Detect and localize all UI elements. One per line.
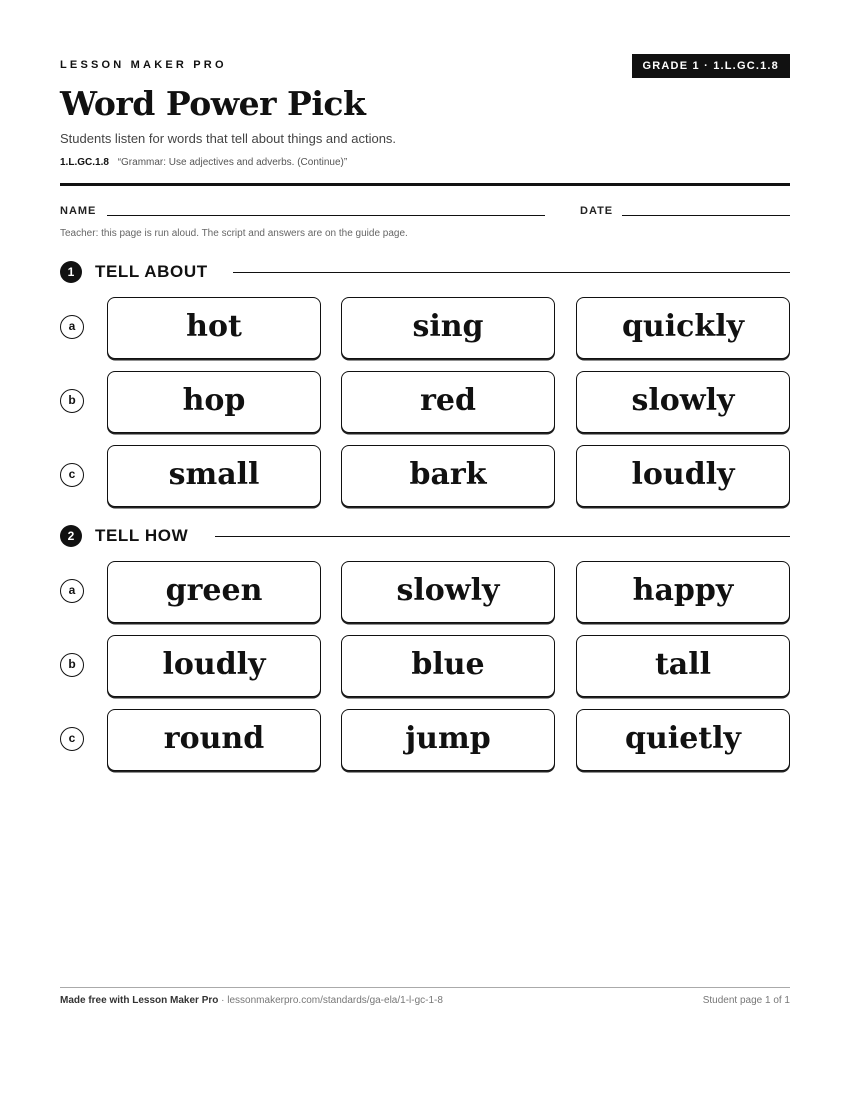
question-row — [60, 635, 790, 697]
row-letter-badge: a — [60, 579, 84, 603]
word-choice-button[interactable]: tall — [576, 635, 790, 697]
header-divider — [60, 183, 790, 186]
row-letter-badge: a — [60, 315, 84, 339]
section-number-badge: 1 — [60, 261, 82, 283]
page-subtitle: Students listen for words that tell about things and actions. — [60, 131, 397, 146]
word-choice-button[interactable]: hot — [107, 297, 321, 359]
word-choice-button[interactable]: slowly — [341, 561, 555, 623]
word-choice-button[interactable]: blue — [341, 635, 555, 697]
standard-line — [60, 157, 347, 168]
grade-badge: GRADE 1 · 1.L.GC.1.8 — [632, 54, 790, 78]
question-row — [60, 371, 790, 433]
word-choice-button[interactable]: red — [341, 371, 555, 433]
brand-label: LESSON MAKER PRO — [60, 59, 227, 71]
word-choice-button[interactable]: happy — [576, 561, 790, 623]
section-divider — [215, 536, 790, 537]
row-letter-badge: b — [60, 389, 84, 413]
row-letter-badge: b — [60, 653, 84, 677]
standard-code: 1.L.GC.1.8 — [60, 157, 109, 168]
row-letter-badge: c — [60, 463, 84, 487]
footer-page-label: Student page 1 of 1 — [702, 995, 790, 1006]
word-choice-button[interactable]: small — [107, 445, 321, 507]
question-row — [60, 709, 790, 771]
teacher-note: Teacher: this page is run aloud. The script and answers are on the guide page. — [60, 228, 408, 239]
word-choice-button[interactable]: slowly — [576, 371, 790, 433]
question-row — [60, 445, 790, 507]
worksheet-page — [60, 0, 790, 1100]
word-choice-button[interactable]: bark — [341, 445, 555, 507]
word-choice-button[interactable]: round — [107, 709, 321, 771]
footer-credit — [60, 995, 443, 1006]
word-choice-button[interactable]: hop — [107, 371, 321, 433]
section-title: TELL HOW — [95, 526, 189, 545]
word-choice-button[interactable]: loudly — [576, 445, 790, 507]
section-divider — [233, 272, 790, 273]
question-row — [60, 297, 790, 359]
word-choice-button[interactable]: green — [107, 561, 321, 623]
word-choice-button[interactable]: sing — [341, 297, 555, 359]
date-label: DATE — [580, 205, 614, 217]
footer-made-with: Made free with Lesson Maker Pro — [60, 995, 219, 1006]
word-choice-button[interactable]: loudly — [107, 635, 321, 697]
date-field[interactable] — [622, 215, 790, 216]
question-row — [60, 561, 790, 623]
section-tell-how — [60, 525, 790, 547]
name-label: NAME — [60, 205, 97, 217]
footer-divider — [60, 987, 790, 988]
word-choice-button[interactable]: jump — [341, 709, 555, 771]
name-field[interactable] — [107, 215, 545, 216]
section-tell-about — [60, 261, 790, 283]
row-letter-badge: c — [60, 727, 84, 751]
section-number-badge: 2 — [60, 525, 82, 547]
section-title: TELL ABOUT — [95, 262, 208, 281]
word-choice-button[interactable]: quietly — [576, 709, 790, 771]
page-title: Word Power Pick — [60, 84, 366, 123]
footer-url[interactable]: · lessonmakerpro.com/standards/ga-ela/1-l-gc-1-8 — [218, 995, 443, 1006]
standard-text: “Grammar: Use adjectives and adverbs. (Continue)” — [117, 157, 348, 168]
word-choice-button[interactable]: quickly — [576, 297, 790, 359]
